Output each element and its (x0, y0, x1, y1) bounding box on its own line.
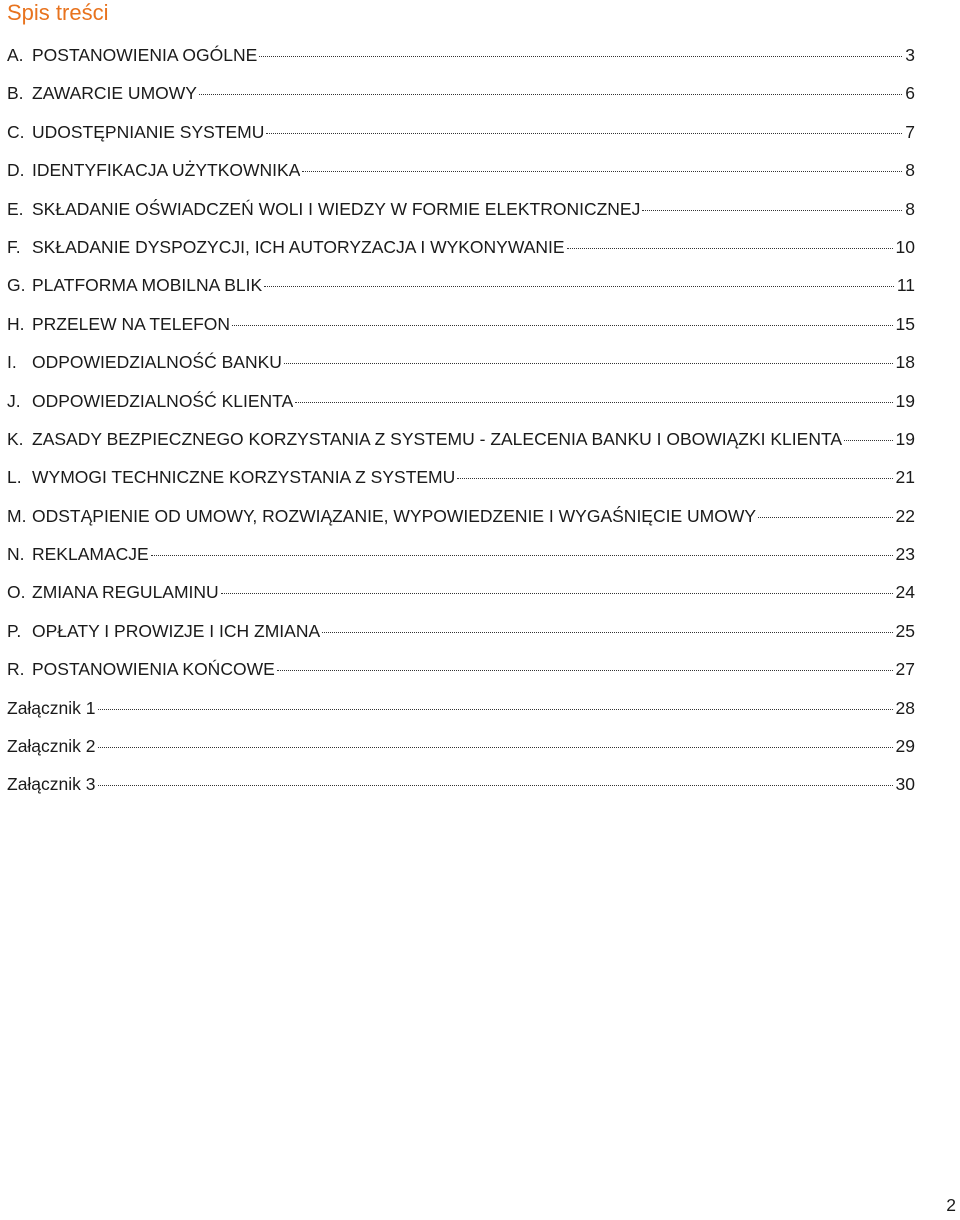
toc-entry-label: G. (7, 275, 26, 296)
toc-dot-leader (277, 670, 893, 671)
toc-title: Spis treści (7, 0, 109, 25)
toc-entry-page: 19 (895, 390, 915, 411)
toc-entry-page: 3 (905, 45, 915, 65)
toc-entry-title: UDOSTĘPNIANIE SYSTEMU (32, 121, 265, 142)
toc-dot-leader (151, 555, 893, 556)
toc-entry-title: PLATFORMA MOBILNA BLIK (32, 275, 263, 296)
toc-list (7, 41, 915, 809)
toc-entry[interactable] (7, 502, 915, 540)
toc-entry-label: C. (7, 121, 25, 142)
toc-entry-title: Załącznik 3 (7, 774, 96, 795)
toc-entry-page: 24 (895, 582, 915, 603)
toc-dot-leader (295, 402, 892, 403)
toc-entry[interactable] (7, 463, 915, 501)
toc-entry-title: SKŁADANIE DYSPOZYCJI, ICH AUTORYZACJA I WYKONYWANIE (32, 236, 565, 257)
toc-dot-leader (221, 593, 893, 594)
toc-entry-page: 8 (905, 160, 915, 181)
toc-entry-title: ZASADY BEZPIECZNEGO KORZYSTANIA Z SYSTEMU - ZALECENIA BANKU I OBOWIĄZKI KLIENTA (32, 428, 843, 449)
toc-entry[interactable] (7, 387, 915, 425)
toc-entry[interactable] (7, 79, 915, 117)
toc-entry-label: L. (7, 467, 22, 488)
toc-entry[interactable] (7, 271, 915, 309)
toc-entry-page: 7 (905, 121, 915, 142)
toc-entry-label: K. (7, 428, 24, 449)
toc-dot-leader (266, 133, 902, 134)
toc-entry-page: 22 (895, 505, 915, 526)
toc-entry[interactable] (7, 233, 915, 271)
toc-entry-label: O. (7, 582, 26, 603)
toc-dot-leader (758, 517, 893, 518)
toc-dot-leader (98, 747, 893, 748)
toc-entry-title: SKŁADANIE OŚWIADCZEŃ WOLI I WIEDZY W FORMIE ELEKTRONICZNEJ (32, 198, 641, 219)
toc-entry-page: 18 (895, 352, 915, 373)
toc-entry-page: 10 (895, 236, 915, 257)
toc-entry-page: 29 (895, 736, 915, 757)
toc-entry[interactable] (7, 655, 915, 693)
toc-entry-label: A. (7, 45, 24, 65)
toc-entry[interactable] (7, 156, 915, 194)
toc-entry-page: 19 (895, 428, 915, 449)
toc-entry-title: POSTANOWIENIA KOŃCOWE (32, 659, 275, 680)
toc-entry[interactable] (7, 118, 915, 156)
toc-entry-page: 6 (905, 83, 915, 104)
toc-entry[interactable] (7, 195, 915, 233)
toc-entry[interactable] (7, 310, 915, 348)
toc-entry-label: M. (7, 505, 27, 526)
toc-entry[interactable] (7, 348, 915, 386)
toc-entry-title: IDENTYFIKACJA UŻYTKOWNIKA (32, 160, 301, 181)
toc-entry-title: ODPOWIEDZIALNOŚĆ BANKU (32, 352, 282, 373)
toc-entry-label: F. (7, 236, 21, 257)
toc-entry[interactable] (7, 425, 915, 463)
toc-dot-leader (98, 709, 893, 710)
toc-entry[interactable] (7, 540, 915, 578)
toc-entry[interactable] (7, 732, 915, 770)
toc-entry-label: E. (7, 198, 24, 219)
toc-dot-leader (259, 56, 902, 57)
toc-dot-leader (642, 210, 902, 211)
toc-entry[interactable] (7, 41, 915, 79)
page-number: 2 (946, 1195, 956, 1215)
toc-entry-page: 25 (895, 620, 915, 641)
toc-entry-title: Załącznik 2 (7, 736, 96, 757)
toc-dot-leader (844, 440, 893, 441)
toc-dot-leader (322, 632, 892, 633)
toc-entry[interactable] (7, 578, 915, 616)
toc-entry-title: ODSTĄPIENIE OD UMOWY, ROZWIĄZANIE, WYPOWIEDZENIE I WYGAŚNIĘCIE UMOWY (32, 505, 757, 526)
toc-entry-title: WYMOGI TECHNICZNE KORZYSTANIA Z SYSTEMU (32, 467, 456, 488)
toc-entry-label: B. (7, 83, 24, 104)
toc-entry-page: 27 (895, 659, 915, 680)
toc-entry-label: N. (7, 544, 25, 565)
toc-entry-label: P. (7, 620, 22, 641)
toc-entry-page: 11 (896, 275, 915, 296)
toc-entry-label: J. (7, 390, 21, 411)
toc-dot-leader (284, 363, 893, 364)
toc-entry-label: I. (7, 352, 17, 373)
toc-entry-title: POSTANOWIENIA OGÓLNE (32, 45, 258, 65)
toc-entry-title: ZAWARCIE UMOWY (32, 83, 197, 104)
toc-entry-page: 8 (905, 198, 915, 219)
toc-entry-title: Załącznik 1 (7, 697, 96, 718)
toc-dot-leader (264, 286, 894, 287)
toc-dot-leader (199, 94, 902, 95)
toc-entry-label: D. (7, 160, 25, 181)
toc-entry[interactable] (7, 770, 915, 808)
toc-dot-leader (302, 171, 902, 172)
toc-dot-leader (98, 785, 893, 786)
toc-entry[interactable] (7, 694, 915, 732)
toc-entry-title: ZMIANA REGULAMINU (32, 582, 219, 603)
toc-dot-leader (457, 478, 892, 479)
toc-entry-page: 23 (895, 544, 915, 565)
toc-entry-title: OPŁATY I PROWIZJE I ICH ZMIANA (32, 620, 321, 641)
toc-entry-title: ODPOWIEDZIALNOŚĆ KLIENTA (32, 390, 294, 411)
toc-entry-title: PRZELEW NA TELEFON (32, 313, 231, 334)
toc-entry[interactable] (7, 617, 915, 655)
toc-entry-page: 28 (895, 697, 915, 718)
toc-dot-leader (232, 325, 892, 326)
toc-entry-page: 21 (895, 467, 915, 488)
toc-entry-page: 30 (895, 774, 915, 795)
toc-entry-title: REKLAMACJE (32, 544, 149, 565)
toc-dot-leader (567, 248, 893, 249)
toc-entry-label: R. (7, 659, 25, 680)
toc-entry-page: 15 (895, 313, 915, 334)
toc-entry-label: H. (7, 313, 25, 334)
